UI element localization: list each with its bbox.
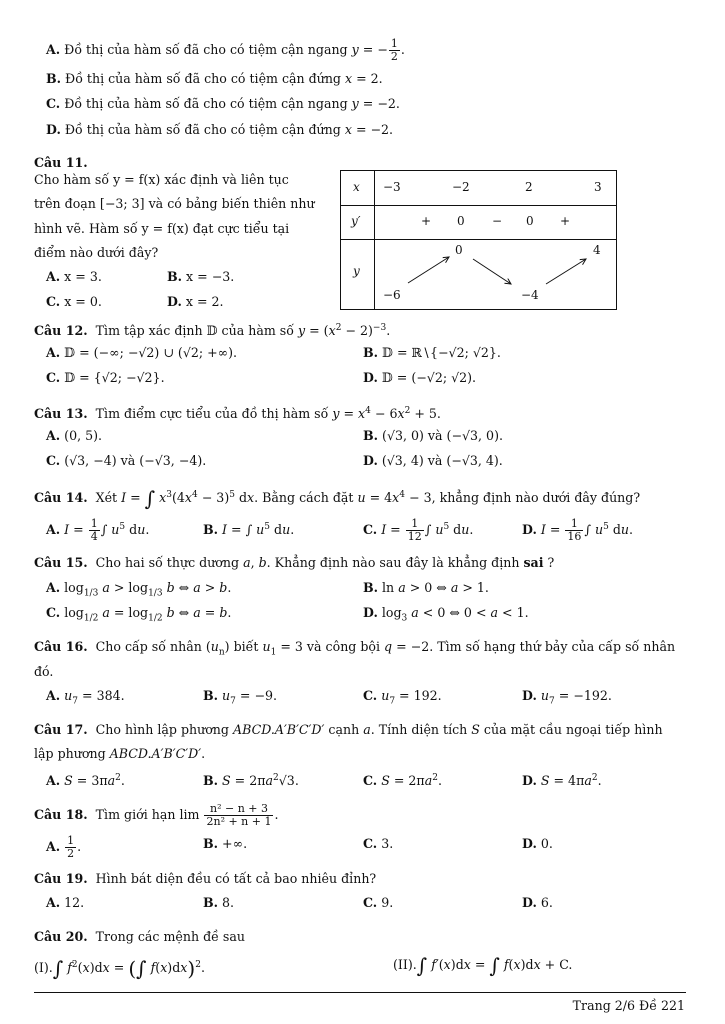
q17-option-c: C. $S = 2\pi a^2$. (363, 773, 442, 789)
q14-option-d: D. I = $\frac{1}{16}$ ∫ $u^5$ du. (522, 517, 634, 544)
q10-option-b: B. Đồ thị của hàm số đã cho có tiệm cận đứng x = 2. (46, 71, 383, 86)
q11-option-c: C. x = 0. (46, 294, 102, 309)
arrow-up (408, 257, 449, 283)
q11-text-line-2: trên đoạn [−3; 3] và có bảng biến thiên như (34, 196, 315, 211)
q17-question-cont: lập phương ABCD.A′B′C′D′. (34, 746, 206, 761)
q18-question: Câu 18. Tìm giới hạn lim $\frac{\text{n² − n + 3}}{\text{2n² + n + 1}}$ . (34, 802, 279, 828)
q12-option-b: B. 𝔻 = ℝ∖{−√2; √2}. (363, 345, 501, 360)
q12-option-c: C. 𝔻 = {√2; −√2}. (46, 370, 165, 385)
variation-table (340, 170, 617, 310)
q20-question: Câu 20. Trong các mệnh đề sau (34, 929, 245, 944)
q12-option-a: A. 𝔻 = (−∞; −√2) ∪ (√2; +∞). (46, 345, 238, 360)
table-y-label: y (353, 264, 360, 278)
q16-option-d: D. $u_7 = -192$. (522, 688, 612, 707)
table-x-value: 3 (594, 180, 602, 194)
q11-option-d: D. x = 2. (167, 294, 224, 309)
q14-question: Câu 14. Xét I = ∫ $x^3(4x^4 - 3)^5$ dx. Bằng cách đặt $u = 4x^4 - 3$, khẳng định nào dưới đây đúng? (34, 486, 641, 511)
table-sign: + (421, 214, 432, 228)
q17-option-d: D. $S = 4\pi a^2$. (522, 773, 602, 789)
q18-option-c: C. 3. (363, 836, 394, 851)
q14-option-b: B. I = ∫ $u^5$ du. (203, 522, 295, 538)
q18-option-a: A. $\frac{1}{2}$ . (46, 834, 82, 860)
table-sign: − (492, 214, 503, 228)
table-y-value: 0 (455, 243, 463, 257)
table-x-value: −2 (452, 180, 470, 194)
q11-text-line-4: điểm nào dưới đây? (34, 245, 159, 260)
arrow-down (473, 259, 511, 284)
q19-option-c: C. 9. (363, 895, 394, 910)
table-y-value: −6 (383, 288, 401, 302)
page-footer: Trang 2/6 Đề 221 (572, 998, 685, 1013)
q16-question: Câu 16. Cho cấp số nhân $(u_n)$ biết $u_1 = 3$ và công bội q = −2. Tìm số hạng thứ bảy của cấp số nhân (34, 639, 676, 658)
table-sign: 0 (526, 214, 534, 228)
q18-option-d: D. 0. (522, 836, 553, 851)
q16-option-b: B. $u_7 = -9$. (203, 688, 278, 707)
q19-option-d: D. 6. (522, 895, 553, 910)
q15-option-b: B. ln a > 0 ⇔ a > 1. (363, 580, 489, 595)
q13-option-a: A. (0, 5). (46, 428, 103, 443)
table-y-value: −4 (521, 288, 539, 302)
q17-option-b: B. $S = 2\pi a^2√3$. (203, 773, 299, 789)
q19-question: Câu 19. Hình bát diện đều có tất cả bao nhiêu đỉnh? (34, 871, 377, 886)
q15-option-c: C. $\log_{1/2} a = \log_{1/2} b$ ⇔ a = b. (46, 605, 232, 624)
q13-option-c: C. (√3, −4) và (−√3, −4). (46, 453, 207, 468)
q20-statement-2: (II).∫ f′(x)dx = ∫ f(x)dx + C. (393, 953, 573, 978)
q19-option-b: B. 8. (203, 895, 235, 910)
table-arrows (341, 171, 616, 309)
q16-question-cont: đó. (34, 664, 54, 679)
q12-question: Câu 12. Tìm tập xác định 𝔻 của hàm số $y = (x^2 - 2)^{-3}$. (34, 323, 391, 339)
q13-option-d: D. (√3, 4) và (−√3, 4). (363, 453, 503, 468)
q11-option-a: A. x = 3. (46, 269, 102, 284)
q10-option-a: A. Đồ thị của hàm số đã cho có tiệm cận ngang y = − $\frac{1}{2}$ . (46, 37, 405, 63)
q12-option-d: D. 𝔻 = (−√2; √2). (363, 370, 477, 385)
table-sign: 0 (457, 214, 465, 228)
table-y-value: 4 (593, 243, 601, 257)
q18-option-b: B. +∞. (203, 836, 248, 851)
q16-option-a: A. $u_7 = 384$. (46, 688, 125, 707)
q17-question: Câu 17. Cho hình lập phương ABCD.A′B′C′D′ cạnh a. Tính diện tích S của mặt cầu ngoại tiếp hình (34, 722, 663, 737)
q17-option-a: A. $S = 3\pi a^2$. (46, 773, 125, 789)
table-sign: + (560, 214, 571, 228)
q10-option-d: D. Đồ thị của hàm số đã cho có tiệm cận đứng x = −2. (46, 122, 394, 137)
q14-option-a: A. I = $\frac{1}{4}$ ∫ $u^5$ du. (46, 517, 150, 544)
q11-text-line-1: Cho hàm số y = f(x) xác định và liên tục (34, 172, 289, 187)
q19-option-a: A. 12. (46, 895, 85, 910)
q16-option-c: C. $u_7 = 192$. (363, 688, 442, 707)
q10-option-c: C. Đồ thị của hàm số đã cho có tiệm cận ngang y = −2. (46, 96, 400, 111)
q14-option-c: C. I = $\frac{1}{12}$ ∫ $u^5$ du. (363, 517, 474, 544)
q11-text-line-3: hình vẽ. Hàm số y = f(x) đạt cực tiểu tại (34, 221, 290, 236)
q11-option-b: B. x = −3. (167, 269, 235, 284)
q13-option-b: B. (√3, 0) và (−√3, 0). (363, 428, 503, 443)
table-x-value: 2 (525, 180, 533, 194)
q13-question: Câu 13. Tìm điểm cực tiểu của đồ thị hàm số $y = x^4 - 6x^2 + 5$. (34, 406, 441, 422)
q11-label: Câu 11. (34, 155, 88, 170)
q15-option-d: D. $\log_3 a < 0$ ⇔ 0 < a < 1. (363, 605, 529, 624)
arrow-up (546, 259, 586, 284)
q20-statement-1: (I).∫ $f^2(x)dx$ = (∫ f(x)dx)$^2$. (34, 956, 205, 981)
table-dy-label: y′ (351, 214, 361, 228)
q15-question: Câu 15. Cho hai số thực dương a, b. Khẳng định nào sau đây là khẳng định sai ? (34, 555, 555, 570)
q15-option-a: A. $\log_{1/3} a > \log_{1/3} b$ ⇔ a > b. (46, 580, 232, 599)
table-x-label: x (353, 180, 360, 194)
table-x-value: −3 (383, 180, 401, 194)
footer-rule (34, 992, 686, 993)
